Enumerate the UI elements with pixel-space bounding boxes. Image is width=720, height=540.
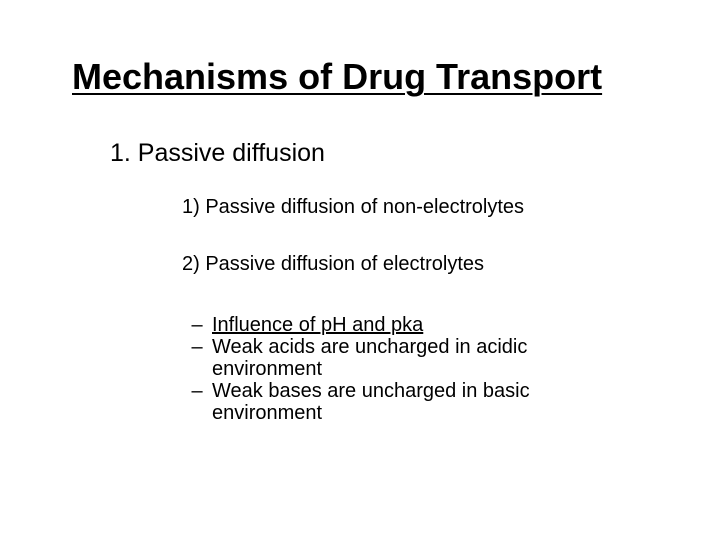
bullet-text: Weak acids are uncharged in acidic environment bbox=[212, 336, 528, 380]
dash-marker: – bbox=[191, 380, 203, 402]
slide-title: Mechanisms of Drug Transport bbox=[72, 56, 603, 97]
bullet-item-weak-acids bbox=[182, 336, 622, 380]
subpoint-non-electrolytes: 1) Passive diffusion of non-electrolytes bbox=[182, 196, 525, 218]
dash-marker: – bbox=[191, 314, 203, 336]
bullet-item-ph-pka bbox=[182, 314, 622, 336]
bullet-list bbox=[182, 314, 622, 424]
dash-marker: – bbox=[191, 336, 203, 358]
bullet-text: Influence of pH and pka bbox=[212, 314, 424, 336]
bullet-text: Weak bases are uncharged in basic environment bbox=[212, 380, 530, 424]
subpoint-electrolytes: 2) Passive diffusion of electrolytes bbox=[182, 253, 485, 275]
bullet-item-weak-bases bbox=[182, 380, 622, 424]
section-heading: 1. Passive diffusion bbox=[110, 139, 325, 167]
